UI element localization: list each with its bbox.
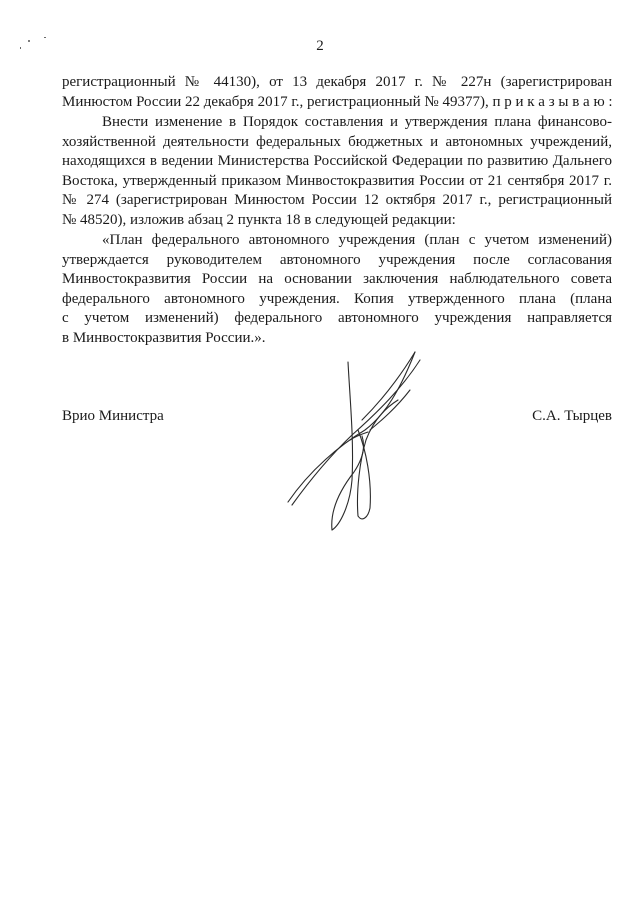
- paragraph-regulations-reference: [62, 73, 612, 112]
- text-line: № 48520), изложив абзац 2 пункта 18 в следующей редакции:: [62, 211, 456, 228]
- text-line: Минюстом России 22 декабря 2017 г., регистрационный № 49377), п р и к а з ы в а ю :: [62, 93, 613, 110]
- text-line: утверждается руководителем автономного учреждения после согласования: [62, 251, 612, 268]
- text-line: федерального автономного учреждения. Копия утвержденного плана (плана: [62, 290, 612, 307]
- text-line: в Минвостокразвития России.».: [62, 329, 266, 346]
- text-line: хозяйственной деятельности федеральных бюджетных и автономных учреждений,: [62, 133, 612, 150]
- text-line: с учетом изменений) федерального автономного учреждения направляется: [62, 310, 612, 326]
- text-line: Минвостокразвития России на основании заключения наблюдательного совета: [62, 271, 612, 287]
- text-line: находящихся в ведении Министерства Российской Федерации по развитию Дальнего: [62, 153, 612, 169]
- page-number: 2: [316, 38, 324, 54]
- text-line: № 274 (зарегистрирован Минюстом России 12 октября 2017 г., регистрационный: [62, 192, 612, 208]
- paragraph-amendment-order: [62, 113, 612, 230]
- text-line: регистрационный № 44130), от 13 декабря 2017 г. № 227н (зарегистрирован: [62, 74, 612, 90]
- text-line: Востока, утвержденный приказом Минвостокразвития России от 21 сентября 2017 г.: [62, 172, 612, 189]
- handwritten-signature: [270, 340, 430, 540]
- paragraph-quoted-wording: [62, 231, 612, 348]
- signatory-name: С.А. Тырцев: [532, 408, 612, 424]
- text-line: «План федерального автономного учреждения (план с учетом изменений): [102, 232, 612, 248]
- text-line: Внести изменение в Порядок составления и утверждения плана финансово-: [102, 114, 612, 130]
- signatory-position: Врио Министра: [62, 408, 164, 424]
